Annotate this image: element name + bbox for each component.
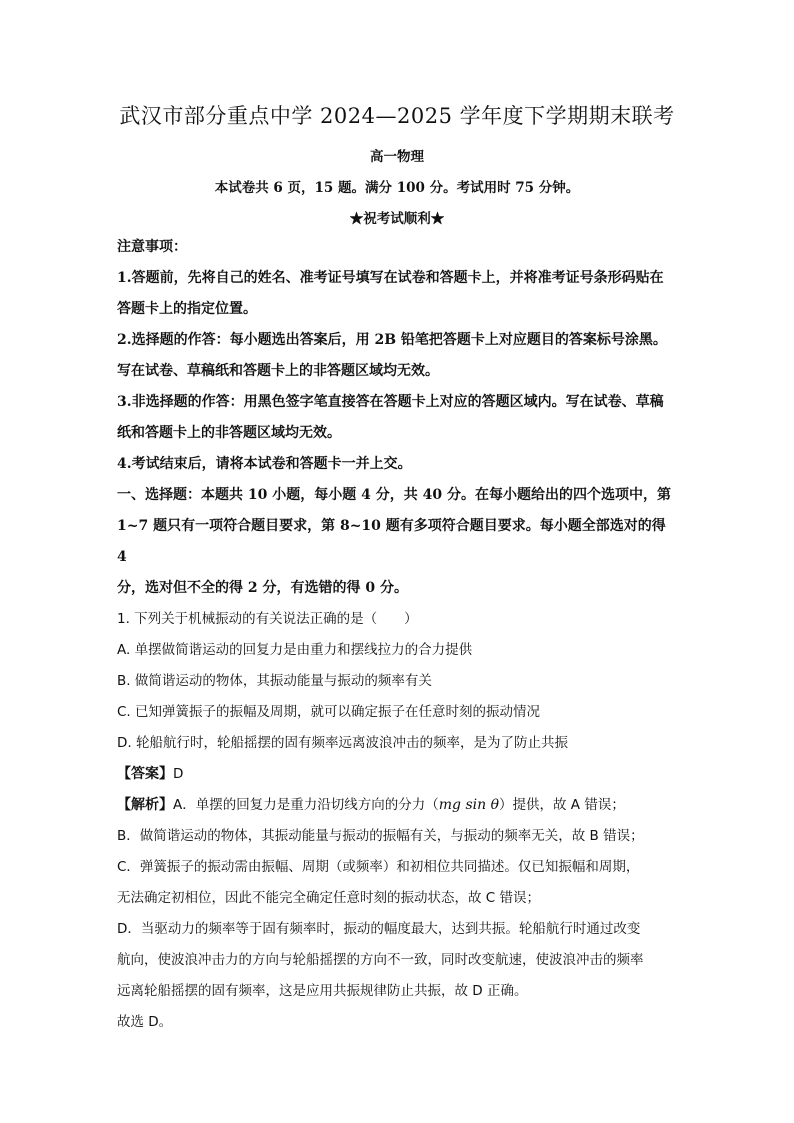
answer-label: 【答案】: [117, 766, 173, 782]
note-3-line-2: 纸和答题卡上的非答题区域均无效。: [117, 425, 341, 441]
analysis-a-post: ）提供，故 A 错误；: [499, 797, 625, 813]
section-1-line-3: 分，选对但不全的得 2 分，有选错的得 0 分。: [117, 580, 408, 596]
analysis-line-d-3: 远离轮船摇摆的固有频率，这是应用共振规律防止共振，故 D 正确。: [117, 983, 528, 999]
section-1-line-1: 一、选择题：本题共 10 小题，每小题 4 分，共 40 分。在每小题给出的四个选项中，第: [117, 487, 671, 503]
exam-subject: 高一物理: [370, 149, 424, 165]
exam-wish: ★祝考试顺利★: [349, 211, 445, 227]
note-3-line-1: 3.非选择题的作答：用黑色签字笔直接答在答题卡上对应的答题区域内。写在试卷、草稿: [117, 394, 664, 410]
analysis-conclusion: 故选 D。: [117, 1014, 173, 1030]
exam-intro: 本试卷共 6 页，15 题。满分 100 分。考试用时 75 分钟。: [214, 180, 580, 196]
note-1-line-1: 1.答题前，先将自己的姓名、准考证号填写在试卷和答题卡上，并将准考证号条形码贴在: [117, 270, 664, 286]
section-1-line-2: 1~7 题只有一项符合题目要求，第 8~10 题有多项符合题目要求。每小题全部选对的得 4: [117, 518, 666, 565]
exam-title: 武汉市部分重点中学 2024—2025 学年度下学期期末联考: [119, 104, 675, 128]
note-4: 4.考试结束后，请将本试卷和答题卡一并上交。: [117, 456, 412, 472]
analysis-line-c-2: 无法确定初相位，因此不能完全确定任意时刻的振动状态，故 C 错误；: [117, 890, 541, 906]
answer-value: D: [173, 766, 184, 782]
question-1-stem: 1. 下列关于机械振动的有关说法正确的是（ ）: [117, 611, 418, 627]
answer-line: [117, 759, 677, 790]
note-1-line-2: 答题卡上的指定位置。: [117, 301, 257, 317]
note-2-line-2: 写在试卷、草稿纸和答题卡上的非答题区域均无效。: [117, 363, 439, 379]
analysis-line-b: B．做简谐运动的物体，其振动能量与振动的振幅有关，与振动的频率无关，故 B 错误；: [117, 828, 644, 844]
question-1-option-b: B. 做简谐运动的物体，其振动能量与振动的频率有关: [117, 673, 432, 689]
note-2-line-1: 2.选择题的作答：每小题选出答案后，用 2B 铅笔把答题卡上对应题目的答案标号涂黑。: [117, 332, 667, 348]
question-1-option-a: A. 单摆做简谐运动的回复力是由重力和摆线拉力的合力提供: [117, 642, 473, 658]
question-1-option-c: C. 已知弹簧振子的振幅及周期，就可以确定振子在任意时刻的振动情况: [117, 704, 541, 720]
analysis-a-pre: A．单摆的回复力是重力沿切线方向的分力（: [173, 797, 439, 813]
exam-body: [117, 232, 677, 1038]
analysis-line-c-1: C．弹簧振子的振动需由振幅、周期（或频率）和初相位共同描述。仅已知振幅和周期，: [117, 859, 640, 875]
question-1-option-d: D. 轮船航行时，轮船摇摆的固有频率远离波浪冲击的频率，是为了防止共振: [117, 735, 568, 751]
analysis-label: 【解析】: [117, 797, 173, 813]
analysis-line-a: [117, 790, 677, 821]
analysis-line-d-2: 航向，使波浪冲击力的方向与轮船摇摆的方向不一致，同时改变航速，使波浪冲击的频率: [117, 952, 644, 968]
analysis-a-formula: mg sin θ: [438, 797, 499, 813]
analysis-line-d-1: D．当驱动力的频率等于固有频率时，振动的幅度最大，达到共振。轮船航行时通过改变: [117, 921, 641, 937]
notes-heading: 注意事项：: [117, 239, 187, 255]
